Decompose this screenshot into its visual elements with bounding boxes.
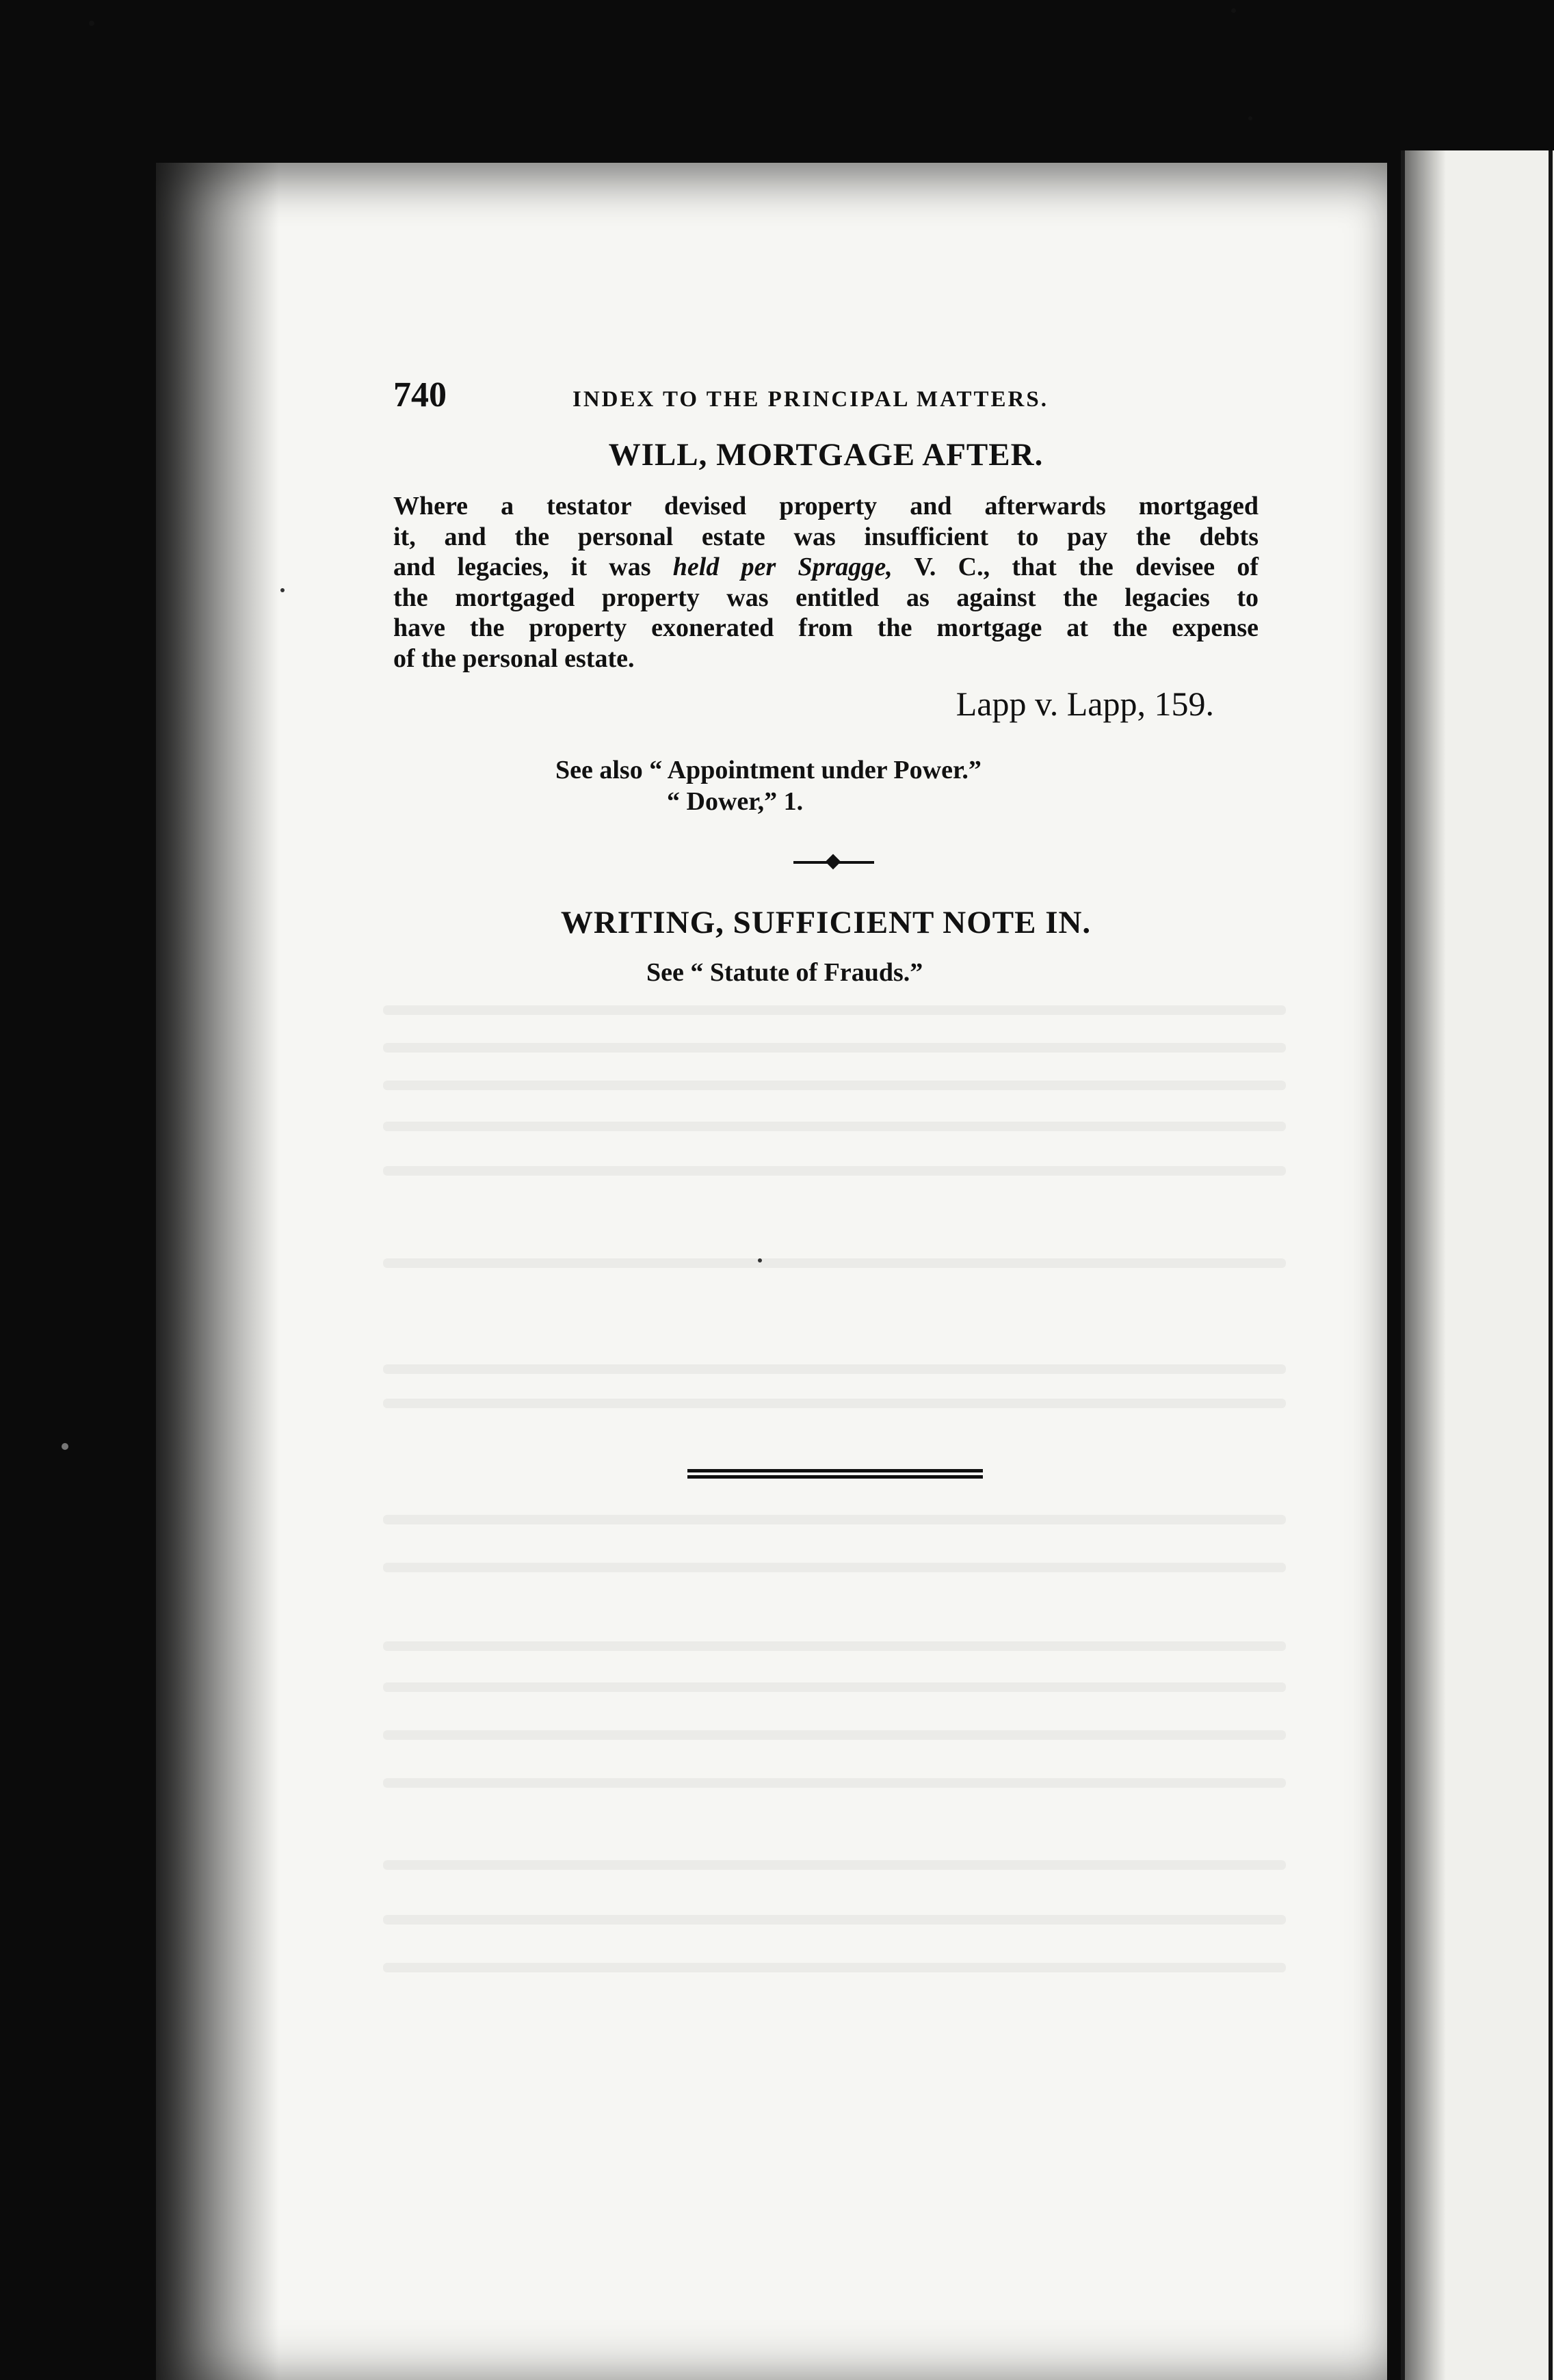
entry-paragraph	[393, 491, 1259, 674]
scan-speck	[89, 21, 94, 26]
double-rule	[687, 1469, 983, 1480]
scan-speck	[758, 1258, 762, 1262]
running-head: INDEX TO THE PRINCIPAL MATTERS.	[572, 387, 1049, 412]
paragraph-fragment: V. C., that the devisee of	[914, 553, 1259, 581]
page-header	[393, 375, 1262, 423]
bleed-through	[383, 1563, 1286, 1572]
bleed-through	[383, 1081, 1286, 1090]
cross-reference: See “ Statute of Frauds.”	[646, 958, 923, 987]
bleed-through	[383, 1258, 1286, 1268]
paragraph-line: Where a testator devised property and afterwards mortgaged	[393, 492, 1259, 520]
paragraph-line	[393, 552, 1259, 583]
scan-speck	[62, 1443, 68, 1450]
bleed-through	[383, 1166, 1286, 1176]
bleed-through	[383, 1122, 1286, 1131]
scan-speck	[1231, 8, 1236, 13]
bleed-through	[383, 1515, 1286, 1524]
bleed-through	[383, 1778, 1286, 1788]
paragraph-line: it, and the personal estate was insufficient to pay the debts	[393, 522, 1259, 551]
bleed-through	[383, 1043, 1286, 1053]
cross-reference: “ Dower,” 1.	[667, 787, 804, 816]
bleed-through	[383, 1963, 1286, 1972]
scan-speck	[280, 588, 285, 592]
scan-speck	[1248, 116, 1252, 120]
entry-heading-will: WILL, MORTGAGE AFTER.	[608, 437, 1044, 473]
gutter-shadow	[156, 163, 279, 2380]
bleed-through	[383, 1860, 1286, 1870]
italic-fragment: held per Spragge,	[672, 553, 893, 581]
case-citation: Lapp v. Lapp, 159.	[956, 685, 1214, 723]
bleed-through	[383, 1915, 1286, 1925]
paragraph-line: the mortgaged property was entitled as against the legacies to	[393, 583, 1259, 612]
cross-reference: See also “ Appointment under Power.”	[555, 756, 982, 784]
bleed-through	[383, 1005, 1286, 1015]
rule-line	[687, 1475, 983, 1479]
paragraph-fragment: and legacies, it was	[393, 553, 651, 581]
paragraph-line: of the personal estate.	[393, 644, 635, 673]
bleed-through	[383, 1641, 1286, 1651]
bleed-through	[383, 1364, 1286, 1374]
bleed-through	[383, 1682, 1286, 1692]
facing-page-edge	[1401, 150, 1554, 2380]
rule-line	[687, 1469, 983, 1472]
bleed-through	[383, 1730, 1286, 1740]
page-number: 740	[393, 375, 447, 414]
paragraph-line: have the property exonerated from the mortgage at the expense	[393, 613, 1259, 642]
entry-heading-writing: WRITING, SUFFICIENT NOTE IN.	[560, 905, 1092, 940]
ornamental-rule	[793, 858, 874, 867]
bleed-through	[383, 1399, 1286, 1408]
